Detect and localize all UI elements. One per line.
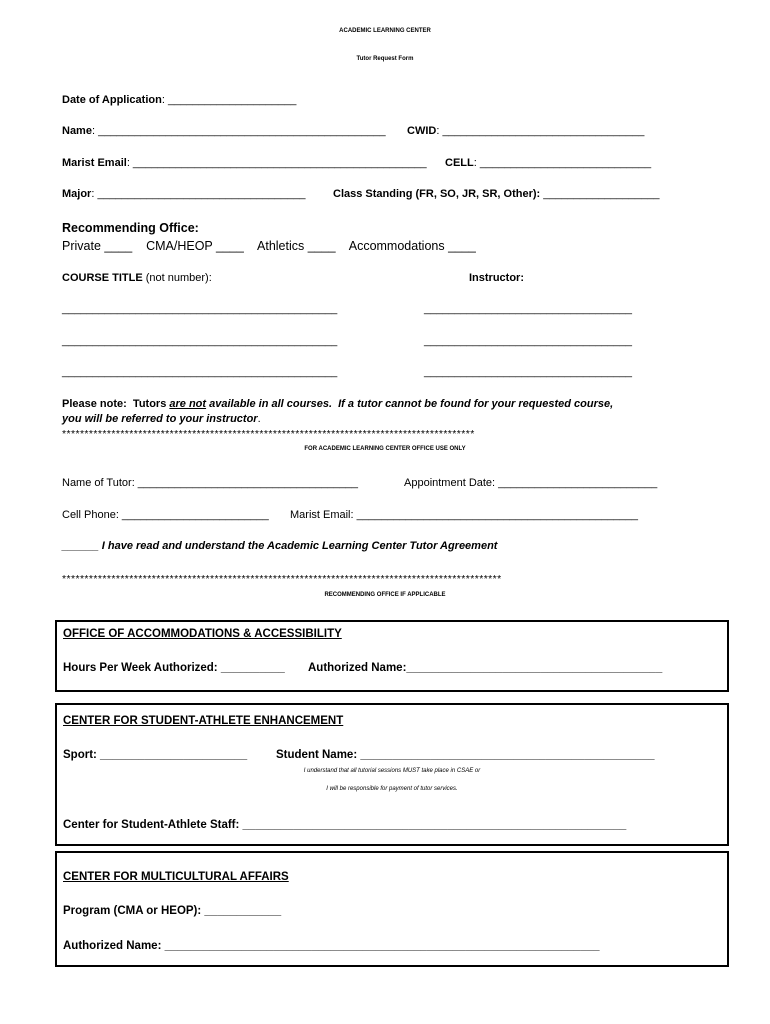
page-title: ACADEMIC LEARNING CENTER (339, 28, 431, 34)
note-emphasis: are not (169, 398, 207, 410)
note-suffix: available in all courses. If a tutor cannot be found for your requested course, (206, 398, 614, 410)
accommodations-authorized-name-field[interactable]: Authorized Name:________________________________________ (308, 662, 663, 674)
name-line: : _______________________________________________ (91, 125, 386, 137)
student-athlete-box (55, 703, 729, 846)
course-line-3[interactable]: _____________________________________________ (62, 366, 338, 378)
cwid-line: : _________________________________ (436, 125, 645, 137)
major-label: Major (62, 188, 92, 200)
agreement-text: I have read and understand the Academic Learning Center Tutor Agreement (98, 540, 498, 552)
date-label: Date of Application (62, 94, 162, 106)
course-title-label: COURSE TITLE (62, 272, 143, 284)
cell-phone-field[interactable]: Cell Phone: ________________________ (62, 509, 269, 521)
divider-stars-2: ************************************************************************************************** (62, 573, 502, 585)
agreement-blank[interactable]: ______ (62, 540, 99, 552)
date-of-application-field[interactable] (62, 95, 296, 106)
note-prefix: Please note: Tutors (62, 398, 170, 410)
instructor-header: Instructor: (469, 272, 524, 284)
marist-email-field[interactable] (62, 158, 427, 169)
note-line-2 (62, 414, 261, 425)
instructor-line-1[interactable]: __________________________________ (424, 303, 633, 315)
program-field[interactable]: Program (CMA or HEOP): ____________ (63, 905, 282, 917)
email-line: : ________________________________________________ (126, 157, 427, 169)
recommending-office-applicable-heading: RECOMMENDING OFFICE IF APPLICABLE (324, 592, 446, 598)
note-line-1 (62, 399, 613, 410)
csae-understanding-line-1: I understand that all tutorial sessions MUST take place in CSAE or (303, 768, 481, 774)
hours-authorized-field[interactable]: Hours Per Week Authorized: __________ (63, 662, 285, 674)
page-subtitle: Tutor Request Form (356, 56, 414, 62)
class-standing-field[interactable] (333, 189, 660, 200)
course-title-header (62, 273, 212, 284)
class-line: ___________________ (540, 188, 660, 200)
agreement-line (62, 541, 497, 552)
major-field[interactable] (62, 189, 305, 200)
recommending-office-heading: Recommending Office: (62, 221, 199, 235)
appointment-date-field[interactable]: Appointment Date: __________________________ (404, 477, 658, 489)
cell-label: CELL (445, 157, 474, 169)
recommending-office-options[interactable]: Private ____ CMA/HEOP ____ Athletics ____ Accommodations ____ (62, 239, 476, 253)
course-title-note: (not number): (142, 272, 212, 284)
student-athlete-heading: CENTER FOR STUDENT-ATHLETE ENHANCEMENT (63, 715, 344, 727)
name-field[interactable] (62, 126, 386, 137)
accommodations-box (55, 620, 729, 692)
name-label: Name (62, 125, 92, 137)
cell-field[interactable] (445, 158, 651, 169)
email-label: Marist Email (62, 157, 127, 169)
class-label: Class Standing (FR, SO, JR, SR, Other): (333, 188, 541, 200)
sport-field[interactable]: Sport: _______________________ (63, 749, 248, 761)
name-of-tutor-field[interactable]: Name of Tutor: ____________________________________ (62, 477, 359, 489)
accommodations-heading: OFFICE OF ACCOMMODATIONS & ACCESSIBILITY (63, 628, 342, 640)
note-line-2-end: . (257, 413, 261, 425)
multicultural-box (55, 851, 729, 967)
student-name-field[interactable]: Student Name: ______________________________________________ (276, 749, 655, 761)
course-line-2[interactable]: _____________________________________________ (62, 335, 338, 347)
cwid-field[interactable] (407, 126, 644, 137)
tutor-marist-email-field[interactable]: Marist Email: ______________________________________________ (290, 509, 639, 521)
multicultural-authorized-name-field[interactable]: Authorized Name: ____________________________________________________________________ (63, 940, 600, 952)
office-use-heading: FOR ACADEMIC LEARNING CENTER OFFICE USE ONLY (304, 446, 466, 452)
multicultural-heading: CENTER FOR MULTICULTURAL AFFAIRS (63, 871, 289, 883)
cwid-label: CWID (407, 125, 437, 137)
instructor-line-2[interactable]: __________________________________ (424, 335, 633, 347)
course-line-1[interactable]: _____________________________________________ (62, 303, 338, 315)
date-line: : _____________________ (161, 94, 297, 106)
cell-line: : ____________________________ (473, 157, 652, 169)
csae-understanding-line-2: I will be responsible for payment of tutor services. (326, 786, 458, 792)
major-line: : __________________________________ (91, 188, 306, 200)
note-line-2-text: you will be referred to your instructor (62, 413, 258, 425)
divider-stars-1: ******************************************************************************************** (62, 428, 475, 440)
instructor-line-3[interactable]: __________________________________ (424, 366, 633, 378)
athlete-staff-field[interactable]: Center for Student-Athlete Staff: ____________________________________________________________ (63, 819, 627, 831)
